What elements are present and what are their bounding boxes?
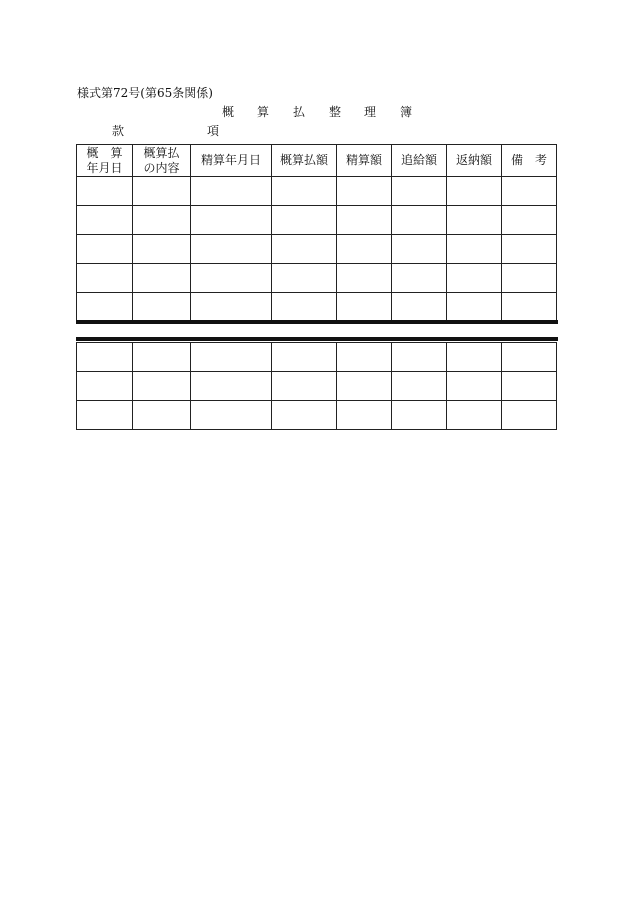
table-cell xyxy=(337,264,392,293)
table-cell xyxy=(133,177,191,206)
col-header-additional-payment xyxy=(392,145,447,177)
table-cell xyxy=(191,206,272,235)
table-cell xyxy=(133,401,191,430)
table-cell xyxy=(133,343,191,372)
table-cell xyxy=(133,372,191,401)
ledger-table-top xyxy=(76,144,557,322)
table-cell xyxy=(447,372,502,401)
table-cell xyxy=(272,401,337,430)
table-row xyxy=(77,372,557,401)
table-row xyxy=(77,343,557,372)
table-cell xyxy=(502,177,557,206)
table-row xyxy=(77,206,557,235)
kou-label: 項 xyxy=(207,124,220,138)
col-header-settlement-date xyxy=(191,145,272,177)
kan-label: 款 xyxy=(112,124,125,138)
table-cell xyxy=(191,401,272,430)
col-header-remarks xyxy=(502,145,557,177)
table-cell xyxy=(191,235,272,264)
col-header-line: の内容 xyxy=(143,160,180,175)
table-row xyxy=(77,401,557,430)
table-cell xyxy=(447,401,502,430)
table-cell xyxy=(272,235,337,264)
col-header-advance-amount xyxy=(272,145,337,177)
table-cell xyxy=(77,235,133,264)
col-header-date xyxy=(77,145,133,177)
table-cell xyxy=(447,343,502,372)
table-cell xyxy=(337,206,392,235)
table-cell xyxy=(392,177,447,206)
col-header-line: 追給額 xyxy=(400,153,437,167)
table-cell xyxy=(392,372,447,401)
table-cell xyxy=(502,401,557,430)
table-cell xyxy=(337,343,392,372)
table-cell xyxy=(392,206,447,235)
table-cell xyxy=(77,177,133,206)
table-cell xyxy=(337,372,392,401)
table-cell xyxy=(77,293,133,322)
col-header-content xyxy=(133,145,191,177)
page-break-line-bottom xyxy=(76,337,558,341)
col-header-line: 精算年月日 xyxy=(200,153,261,167)
table-cell xyxy=(337,235,392,264)
col-header-line: 備 考 xyxy=(510,153,547,167)
col-header-line: 精算額 xyxy=(345,153,382,167)
col-header-refund-amount xyxy=(447,145,502,177)
table-cell xyxy=(392,343,447,372)
form-number: 様式第72号(第65条関係) xyxy=(77,86,213,100)
table-cell xyxy=(272,343,337,372)
table-cell xyxy=(337,177,392,206)
table-cell xyxy=(447,293,502,322)
table-cell xyxy=(447,235,502,264)
table-cell xyxy=(502,206,557,235)
table-cell xyxy=(77,264,133,293)
table-cell xyxy=(502,264,557,293)
table-cell xyxy=(392,264,447,293)
table-cell xyxy=(77,206,133,235)
title-char: 算 xyxy=(257,105,270,119)
table-row xyxy=(77,293,557,322)
table-cell xyxy=(272,372,337,401)
title-char: 理 xyxy=(364,105,377,119)
table-cell xyxy=(337,293,392,322)
table-cell xyxy=(133,293,191,322)
table-cell xyxy=(502,235,557,264)
table-cell xyxy=(337,401,392,430)
table-cell xyxy=(392,401,447,430)
col-header-line: 概 算 xyxy=(86,145,123,160)
table-cell xyxy=(133,235,191,264)
table-cell xyxy=(191,293,272,322)
table-cell xyxy=(191,264,272,293)
ledger-table-bottom xyxy=(76,342,557,430)
table-row xyxy=(77,177,557,206)
table-cell xyxy=(77,372,133,401)
col-header-settled-amount xyxy=(337,145,392,177)
table-cell xyxy=(447,177,502,206)
table-cell xyxy=(502,293,557,322)
title-char: 簿 xyxy=(400,105,413,119)
col-header-line: 返納額 xyxy=(455,153,492,167)
table-cell xyxy=(392,235,447,264)
page-break-line-top xyxy=(76,320,558,324)
table-row xyxy=(77,235,557,264)
header-row xyxy=(77,145,557,177)
table-cell xyxy=(133,264,191,293)
table-cell xyxy=(191,177,272,206)
col-header-line: 概算払 xyxy=(143,145,180,160)
table-cell xyxy=(191,343,272,372)
col-header-line: 年月日 xyxy=(86,160,123,175)
table-cell xyxy=(392,293,447,322)
table-cell xyxy=(272,177,337,206)
table-cell xyxy=(77,401,133,430)
title-char: 払 xyxy=(293,105,306,119)
table-cell xyxy=(447,206,502,235)
table-row xyxy=(77,264,557,293)
table-cell xyxy=(272,264,337,293)
title-char: 整 xyxy=(329,105,342,119)
table-cell xyxy=(272,206,337,235)
table-cell xyxy=(502,372,557,401)
table-cell xyxy=(191,372,272,401)
title-char: 概 xyxy=(222,105,235,119)
table-cell xyxy=(272,293,337,322)
table-cell xyxy=(77,343,133,372)
table-cell xyxy=(133,206,191,235)
table-cell xyxy=(502,343,557,372)
table-cell xyxy=(447,264,502,293)
col-header-line: 概算払額 xyxy=(279,153,328,167)
